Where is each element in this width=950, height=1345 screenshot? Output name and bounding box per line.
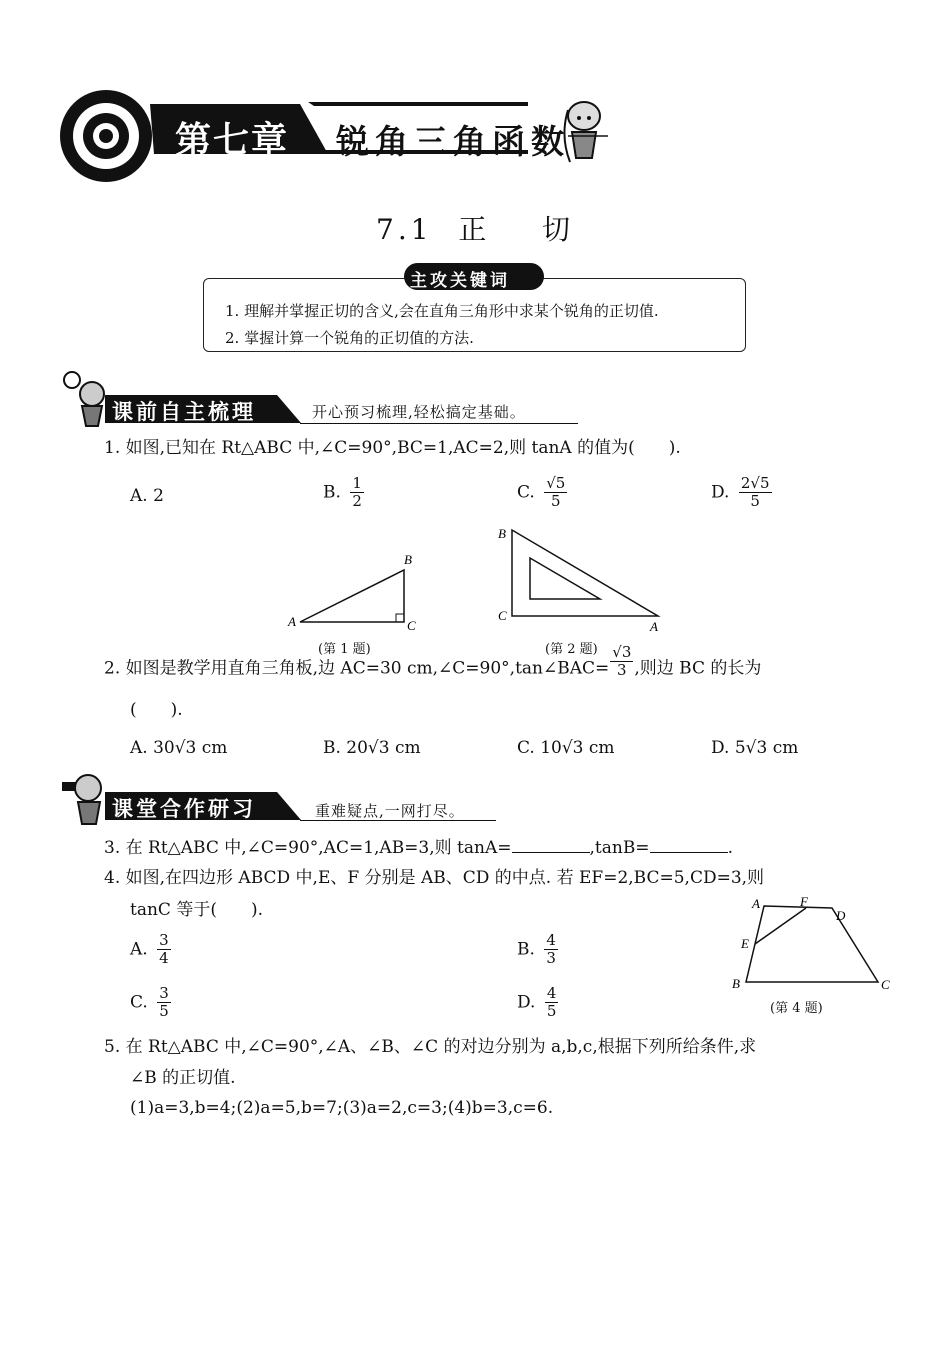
part1-underline bbox=[300, 423, 578, 424]
fig1-caption: (第 1 题) bbox=[318, 642, 371, 657]
fig1-label-a: A bbox=[288, 614, 296, 629]
fig4-label-d: D bbox=[836, 908, 846, 923]
fig1-label-c: C bbox=[407, 618, 416, 632]
figure-2-set-square bbox=[494, 524, 670, 636]
chapter-number: 第七章 bbox=[175, 120, 290, 161]
q2-stem-line1: 2. 如图是教学用直角三角板,边 AC=30 cm,∠C=90°,tan∠BAC= $\frac{√3}{3}$ ,则边 BC 的长为 bbox=[104, 643, 762, 680]
q4-option-b: B. $\frac{4}{3}$ bbox=[517, 931, 556, 968]
fig4-label-b: B bbox=[732, 976, 740, 991]
part1-slogan: 开心预习梳理,轻松搞定基础。 bbox=[312, 403, 526, 421]
archer-mascot-illustration bbox=[558, 96, 614, 166]
q2-option-c: C. 10√3 cm bbox=[517, 738, 615, 758]
keyword-item-1: 1. 理解并掌握正切的含义,会在直角三角形中求某个锐角的正切值. bbox=[225, 302, 659, 320]
q1-option-d: D. $\frac{2√5}{5}$ bbox=[711, 474, 770, 511]
chapter-title: 锐角三角函数 bbox=[336, 122, 570, 161]
section-title: 7.1 正 切 bbox=[376, 213, 574, 246]
fig4-label-a: A bbox=[752, 896, 760, 911]
part1-title: 课前自主梳理 bbox=[112, 400, 256, 424]
fig4-label-e: E bbox=[741, 936, 749, 951]
fig1-label-b: B bbox=[404, 552, 412, 567]
part2-slogan: 重难疑点,一网打尽。 bbox=[315, 802, 465, 820]
figure-4-quadrilateral bbox=[728, 894, 898, 994]
q4-option-d: D. $\frac{4}{5}$ bbox=[517, 984, 557, 1021]
q4-stem-line1: 4. 如图,在四边形 ABCD 中,E、F 分别是 AB、CD 的中点. 若 EF=2,BC=5,CD=3,则 bbox=[104, 868, 765, 888]
fig2-label-c: C bbox=[498, 608, 507, 623]
q2-stem-line2: ( ). bbox=[130, 700, 183, 720]
keywords-badge: 主攻关键词 bbox=[410, 271, 510, 291]
fig4-label-f: F bbox=[800, 894, 808, 909]
part2-title: 课堂合作研习 bbox=[112, 797, 256, 821]
q5-stem-line2: ∠B 的正切值. bbox=[130, 1068, 236, 1088]
q5-stem-line1: 5. 在 Rt△ABC 中,∠C=90°,∠A、∠B、∠C 的对边分别为 a,b,c,根据下列所给条件,求 bbox=[104, 1037, 757, 1057]
q3-blank-tanb[interactable] bbox=[650, 851, 728, 853]
q2-option-b: B. 20√3 cm bbox=[323, 738, 421, 758]
fig2-label-b: B bbox=[498, 526, 506, 541]
q3-stem: 3. 在 Rt△ABC 中,∠C=90°,AC=1,AB=3,则 tanA= ,tanB= . bbox=[104, 838, 733, 858]
q2-option-d: D. 5√3 cm bbox=[711, 738, 799, 758]
fig4-label-c: C bbox=[881, 977, 890, 992]
q5-conditions: (1)a=3,b=4;(2)a=5,b=7;(3)a=2,c=3;(4)b=3,c=6. bbox=[130, 1098, 554, 1118]
q4-option-a: A. $\frac{3}{4}$ bbox=[130, 931, 169, 968]
q2-option-a: A. 30√3 cm bbox=[130, 738, 228, 758]
q3-blank-tana[interactable] bbox=[512, 851, 590, 853]
q4-stem-line2: tanC 等于( ). bbox=[130, 900, 263, 920]
figure-1-right-triangle bbox=[284, 552, 424, 632]
fig2-caption: (第 2 题) bbox=[545, 642, 598, 657]
fig2-label-a: A bbox=[650, 619, 658, 634]
part2-underline bbox=[300, 820, 496, 821]
q1-option-a: A. 2 bbox=[130, 486, 164, 506]
q4-option-c: C. $\frac{3}{5}$ bbox=[130, 984, 169, 1021]
q1-stem: 1. 如图,已知在 Rt△ABC 中,∠C=90°,BC=1,AC=2,则 tanA 的值为( ). bbox=[104, 438, 681, 458]
q1-option-c: C. $\frac{√5}{5}$ bbox=[517, 474, 566, 511]
keyword-item-2: 2. 掌握计算一个锐角的正切值的方法. bbox=[225, 329, 474, 347]
fig4-caption: (第 4 题) bbox=[770, 1001, 823, 1016]
q1-option-b: B. $\frac{1}{2}$ bbox=[323, 474, 362, 511]
